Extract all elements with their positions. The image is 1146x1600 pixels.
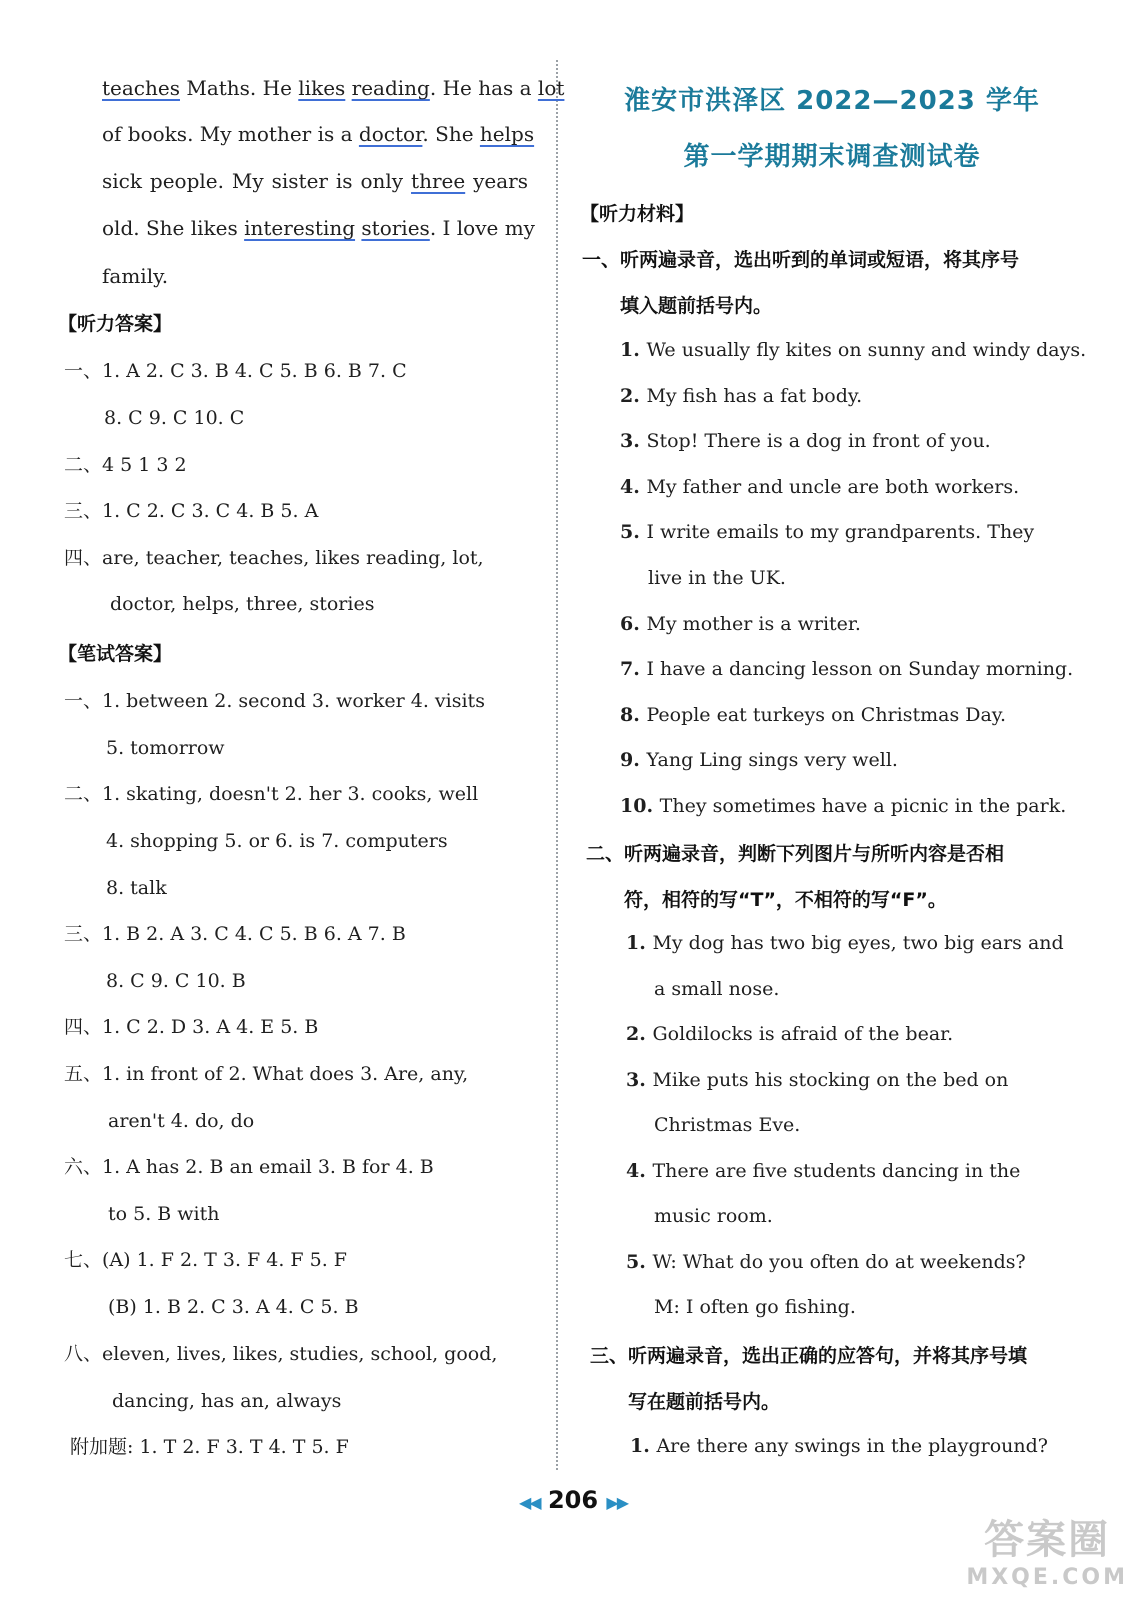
prev-page-icon: ◀◀ — [518, 1493, 540, 1512]
question-number: 5. — [626, 1250, 653, 1273]
question-number: 4. — [620, 475, 647, 498]
question-number: 4. — [626, 1159, 653, 1182]
text: of books. My mother is a — [102, 122, 359, 146]
question-item — [630, 1432, 1048, 1460]
question-text: They sometimes have a picnic in the park. — [659, 795, 1067, 817]
answer-line: 8. C 9. C 10. C — [104, 407, 245, 429]
text: sick people. My sister is only — [102, 169, 412, 193]
answer-line: 四、1. C 2. D 3. A 4. E 5. B — [64, 1016, 319, 1038]
paragraph-line — [102, 74, 565, 102]
question-item — [626, 1066, 1008, 1094]
answer-line: 三、1. B 2. A 3. C 4. C 5. B 6. A 7. B — [64, 923, 406, 945]
underlined-word: teaches — [102, 76, 180, 100]
question-item — [620, 746, 898, 774]
question-number: 2. — [626, 1023, 653, 1045]
answer-line: 一、1. A 2. C 3. B 4. C 5. B 6. B 7. C — [64, 360, 407, 382]
question-text: a small nose. — [654, 977, 780, 1000]
question-text: Mike puts his stocking on the bed on — [652, 1068, 1009, 1091]
question-item — [620, 655, 1073, 683]
question-item — [620, 610, 861, 638]
text: . I love my — [429, 216, 535, 240]
text: . He has a — [429, 76, 538, 100]
question-text: My father and uncle are both workers. — [646, 475, 1020, 498]
question-text: Yang Ling sings very well. — [646, 749, 898, 772]
question-text: Stop! There is a dog in front of you. — [646, 430, 991, 453]
question-text: I have a dancing lesson on Sunday morning. — [646, 658, 1074, 681]
question-text: My fish has a fat body. — [646, 384, 863, 407]
answer-line: 5. tomorrow — [106, 737, 225, 759]
question-item — [620, 518, 1034, 546]
question-number: 7. — [620, 658, 647, 681]
answer-line: doctor, helps, three, stories — [110, 593, 375, 615]
question-number: 1. — [630, 1435, 657, 1457]
question-number: 3. — [626, 1068, 653, 1091]
column-divider — [556, 60, 558, 1470]
question-item — [620, 382, 862, 410]
question-item — [626, 1020, 953, 1048]
question-number: 6. — [620, 612, 647, 635]
exam-subtitle: 第一学期期末调查测试卷 — [683, 142, 981, 172]
section3-instruction: 写在题前括号内。 — [628, 1391, 781, 1413]
paragraph-line — [102, 120, 535, 148]
question-item — [648, 564, 786, 592]
answer-line: aren't 4. do, do — [108, 1110, 255, 1132]
question-item — [620, 792, 1066, 820]
question-text: W: What do you often do at weekends? — [652, 1250, 1026, 1273]
question-number: 10. — [620, 795, 660, 817]
question-item — [654, 1111, 800, 1139]
listening-material-heading: 【听力材料】 — [580, 203, 695, 225]
question-text: Goldilocks is afraid of the bear. — [652, 1023, 954, 1045]
text: years — [465, 169, 528, 193]
underlined-word: stories — [361, 216, 430, 240]
answer-line: 8. C 9. C 10. B — [106, 970, 246, 992]
paragraph-line: family. — [102, 264, 169, 288]
section2-instruction: 二、听两遍录音，判断下列图片与所听内容是否相 — [586, 843, 1005, 865]
answer-line: 8. talk — [106, 877, 167, 899]
section1-instruction: 一、听两遍录音，选出听到的单词或短语，将其序号 — [582, 249, 1020, 271]
written-answers-heading: 【笔试答案】 — [58, 643, 173, 665]
paragraph-line — [102, 214, 535, 242]
answer-line: 五、1. in front of 2. What does 3. Are, any, — [64, 1063, 469, 1085]
question-number: 5. — [620, 521, 647, 544]
question-text: We usually fly kites on sunny and windy days. — [646, 339, 1087, 361]
answer-line: 4. shopping 5. or 6. is 7. computers — [106, 830, 448, 852]
answer-line: (B) 1. B 2. C 3. A 4. C 5. B — [108, 1296, 359, 1318]
next-page-icon: ▶▶ — [606, 1493, 628, 1512]
question-number: 3. — [620, 430, 647, 453]
question-text: Are there any swings in the playground? — [656, 1435, 1048, 1457]
underlined-word: likes — [298, 76, 346, 100]
question-item — [626, 1248, 1026, 1276]
question-number: 2. — [620, 384, 647, 407]
question-item — [654, 1202, 773, 1230]
listening-answers-heading: 【听力答案】 — [58, 313, 173, 335]
answer-line: 四、are, teacher, teaches, likes reading, lot, — [64, 547, 484, 569]
question-number: 9. — [620, 749, 647, 772]
question-number: 1. — [620, 339, 647, 361]
question-item — [620, 427, 991, 455]
answer-line: 七、(A) 1. F 2. T 3. F 4. F 5. F — [64, 1249, 347, 1271]
question-text: My dog has two big eyes, two big ears and — [652, 932, 1064, 954]
answer-line: 附加题: 1. T 2. F 3. T 4. T 5. F — [70, 1436, 349, 1458]
answer-line: 二、4 5 1 3 2 — [64, 454, 187, 476]
underlined-word: lot — [537, 76, 565, 100]
question-item — [620, 336, 1086, 364]
paragraph-line — [102, 167, 528, 195]
section3-instruction: 三、听两遍录音，选出正确的应答句，并将其序号填 — [590, 1345, 1028, 1367]
text: . She — [422, 122, 480, 146]
underlined-word: interesting — [244, 216, 356, 240]
question-item — [654, 975, 779, 1003]
answer-line: 六、1. A has 2. B an email 3. B for 4. B — [64, 1156, 434, 1178]
question-text: My mother is a writer. — [646, 612, 861, 635]
underlined-word: doctor — [358, 122, 423, 146]
question-text: M: I often go fishing. — [654, 1296, 856, 1318]
question-text: live in the UK. — [648, 567, 786, 589]
question-text: There are five students dancing in the — [652, 1159, 1021, 1182]
answer-line: dancing, has an, always — [112, 1390, 342, 1412]
question-text: Christmas Eve. — [654, 1114, 801, 1136]
answer-line: 三、1. C 2. C 3. C 4. B 5. A — [64, 500, 319, 522]
question-number: 8. — [620, 703, 647, 726]
answer-line: to 5. B with — [108, 1203, 220, 1225]
underlined-word: helps — [479, 122, 535, 146]
answer-line: 一、1. between 2. second 3. worker 4. visits — [64, 690, 485, 712]
watermark — [966, 1508, 1128, 1590]
question-item — [620, 701, 1006, 729]
underlined-word: reading — [351, 76, 430, 100]
question-item — [626, 929, 1064, 957]
question-text: People eat turkeys on Christmas Day. — [646, 703, 1007, 726]
question-item — [654, 1293, 856, 1321]
text: Maths. He — [179, 76, 299, 100]
question-text: I write emails to my grandparents. They — [646, 521, 1035, 544]
exam-title: 淮安市洪泽区 2022—2023 学年 — [624, 86, 1040, 116]
underlined-word: three — [411, 169, 466, 193]
answer-line: 二、1. skating, doesn't 2. her 3. cooks, well — [64, 783, 479, 805]
section2-instruction: 符，相符的写“T”，不相符的写“F”。 — [624, 889, 947, 911]
question-text: music room. — [654, 1205, 773, 1227]
question-item — [620, 473, 1019, 501]
page-number: 206 — [547, 1486, 599, 1514]
watermark-logo-text: 答案圈 — [984, 1517, 1111, 1563]
question-number: 1. — [626, 932, 653, 954]
answer-line: 八、eleven, lives, likes, studies, school, good, — [64, 1343, 498, 1365]
section1-instruction: 填入题前括号内。 — [620, 295, 773, 317]
text: old. She likes — [102, 216, 245, 240]
watermark-url: MXQE.COM — [966, 1565, 1128, 1590]
question-item — [626, 1157, 1020, 1185]
